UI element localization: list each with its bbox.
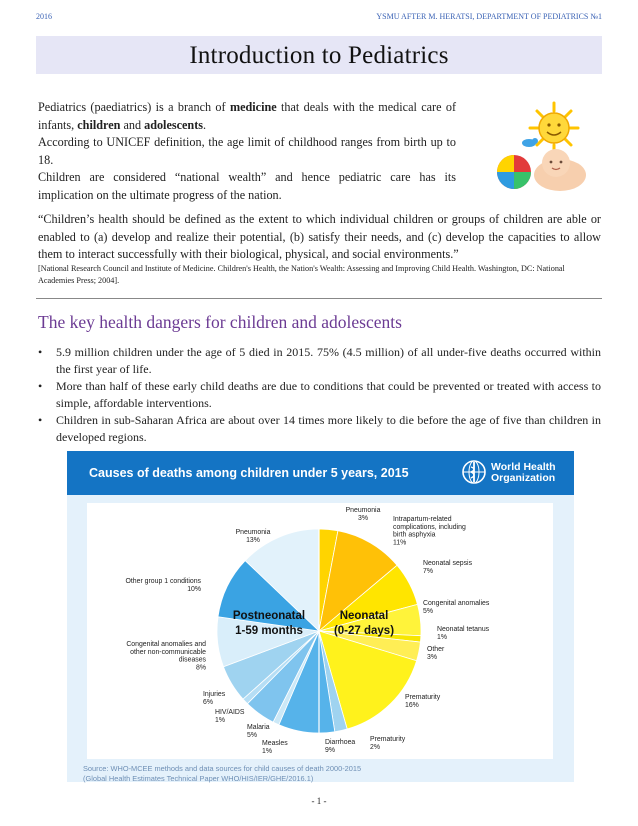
header-year: 2016	[36, 12, 52, 21]
who-name-line: World Health	[491, 461, 556, 473]
causes-of-death-figure	[67, 451, 574, 782]
list-item: • Children in sub-Saharan Africa are about over 14 times more likely to die before the age of five than children in developed regions.	[38, 412, 601, 446]
slice-label: Congenital anomalies and other non-communicable diseases 8%	[126, 641, 206, 672]
intro-text: .	[203, 117, 207, 132]
slice-label: Congenital anomalies 5%	[423, 600, 490, 615]
slice-label: Malaria 5%	[247, 724, 270, 739]
slice-label: HIV/AIDS 1%	[215, 709, 245, 724]
slice-label: Pneumonia 13%	[235, 529, 271, 544]
intro-text: and	[120, 117, 145, 132]
group-label: Postneonatal	[232, 610, 306, 622]
baby-icon	[534, 149, 586, 191]
chart-source	[83, 764, 361, 783]
slice-label: Prematurity 16%	[405, 694, 441, 709]
slice-label: Diarrhoea 9%	[325, 739, 356, 754]
slice-label: Measles 1%	[262, 740, 288, 755]
baby-sun-illustration	[472, 99, 602, 195]
list-item: • More than half of these early child deaths are due to conditions that could be prevented or treated with access to simple, affordable interventions.	[38, 378, 601, 412]
source-line: (Global Health Estimates Technical Paper WHO/HIS/IER/GHE/2016.1)	[83, 773, 314, 783]
header-institution: YSMU AFTER M. HERATSI, DEPARTMENT OF PEDIATRICS №1	[376, 12, 602, 21]
chart-header-bar	[67, 451, 574, 495]
adolescents-link[interactable]: adolescents	[144, 117, 203, 132]
pie-chart-area	[87, 503, 553, 759]
health-dangers-list	[38, 344, 601, 446]
who-name	[491, 462, 571, 484]
section-heading: The key health dangers for children and adolescents	[38, 312, 402, 332]
running-header	[36, 12, 602, 26]
who-logo	[461, 459, 571, 487]
ball-icon	[497, 155, 531, 189]
intro-national-wealth: Children are considered “national wealth” and hence pediatric care has its implication on the ultimate progress of the nation.	[38, 170, 456, 202]
who-name-line: Organization	[491, 472, 556, 484]
intro-text: that deals with the medical care of infants,	[38, 100, 457, 132]
who-emblem-icon	[461, 459, 487, 485]
slice-label: Other 3%	[427, 646, 445, 661]
sun-icon	[530, 103, 578, 153]
group-label: Neonatal	[339, 610, 389, 622]
chart-title: Causes of deaths among children under 5 years, 2015	[89, 466, 409, 480]
intro-unicef: According to UNICEF definition, the age limit of childhood ranges from birth up to 18.	[38, 135, 456, 167]
pie-chart	[87, 503, 553, 759]
intro-definition	[38, 99, 456, 134]
page-title: Introduction to Pediatrics	[189, 42, 449, 69]
children-link[interactable]: children	[77, 117, 121, 132]
medicine-link[interactable]: medicine	[229, 100, 277, 114]
slice-label: Intrapartum-related complications, including birth asphyxia 11%	[393, 516, 466, 547]
intro-text: Pediatrics (paediatrics) is a branch of	[38, 100, 230, 114]
page-number: - 1 -	[311, 796, 327, 806]
quote-citation: [National Research Council and Institute of Medicine. Children's Health, the Nation's Wealth: Assessing and Improving Child Health. Washington, DC: National Academies Press; 2004].	[38, 264, 565, 285]
slice-label: Other group 1 conditions 10%	[125, 578, 201, 593]
slice-label: Prematurity 2%	[370, 736, 406, 751]
source-line: Source: WHO-MCEE methods and data sources for child causes of death 2000-2015	[83, 764, 362, 773]
slice-label: Neonatal sepsis 7%	[423, 560, 473, 575]
health-definition-quote: “Children’s health should be defined as the extent to which individual children or groups of children are able or enabled to (a) develop and realize their potential, (b) satisfy their needs, and (c) develop the capacities to allow them to interact successfully with their biological, physical, and social environments.”	[38, 212, 601, 262]
group-sublabel: (0-27 days)	[333, 625, 395, 637]
slice-label: Neonatal tetanus 1%	[437, 626, 490, 641]
bird-icon	[522, 138, 538, 147]
group-sublabel: 1-59 months	[235, 625, 303, 637]
slice-label: Pneumonia 3%	[345, 507, 381, 522]
intro-paragraph	[38, 99, 456, 205]
list-item: • 5.9 million children under the age of 5 died in 2015. 75% (4.5 million) of all under-five deaths occurred within the first year of life.	[38, 344, 601, 378]
section-divider	[36, 298, 602, 299]
slice-label: Injuries 6%	[203, 691, 226, 706]
title-banner	[36, 36, 602, 74]
